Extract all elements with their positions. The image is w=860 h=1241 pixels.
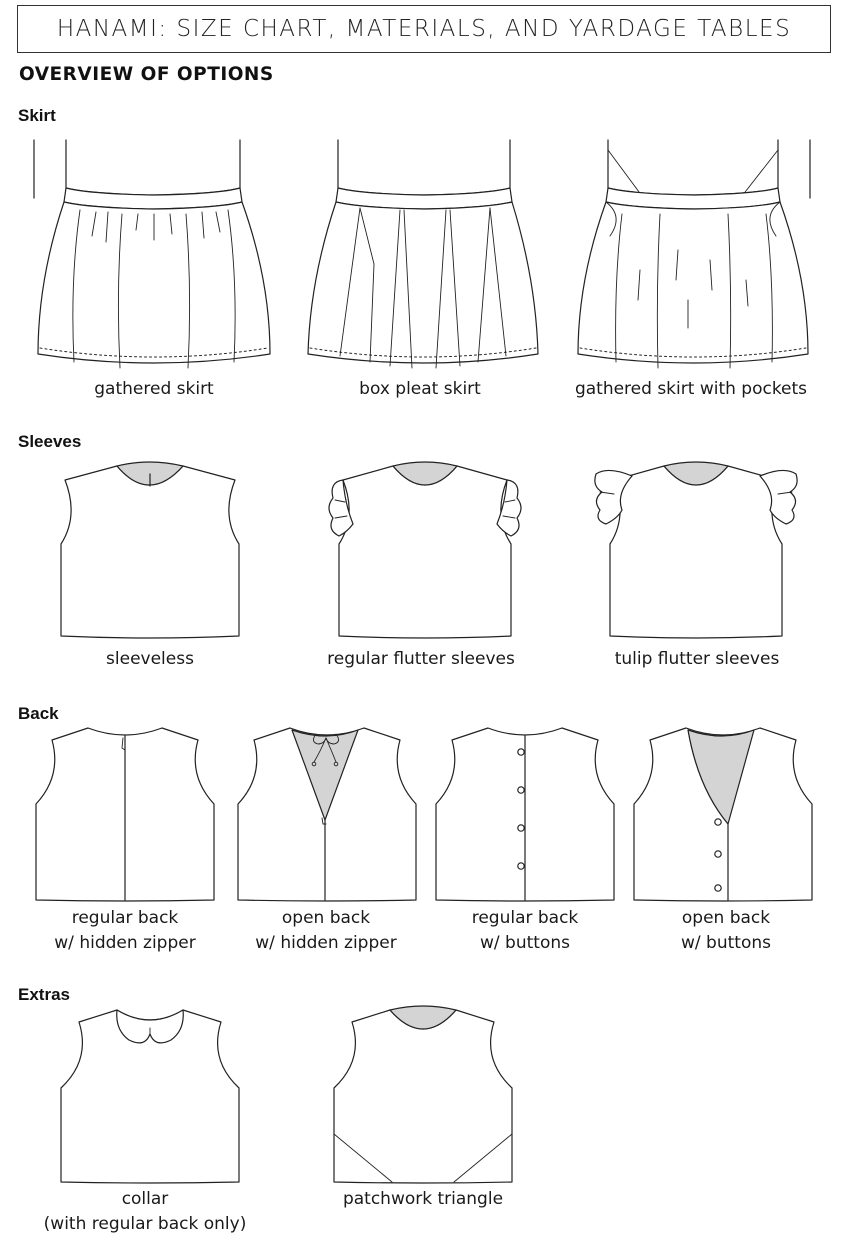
section-heading-skirt: Skirt [18,106,56,125]
caption-open-back-buttons [626,906,826,956]
page-title: HANAMI: SIZE CHART, MATERIALS, AND YARDAGE TABLES [56,16,792,42]
caption-line-1: regular back [471,908,579,928]
regular-flutter-sleeves-illustration [325,460,525,640]
caption-open-back-hidden-zipper [226,906,426,956]
caption-line-2: w/ hidden zipper [54,933,196,953]
open-back-buttons-illustration [628,728,818,902]
overview-heading: OVERVIEW OF OPTIONS [19,64,274,85]
section-heading-back: Back [18,704,59,723]
open-back-hidden-zipper-illustration [232,728,422,902]
section-heading-extras: Extras [18,985,70,1004]
caption-regular-back-hidden-zipper [25,906,225,956]
section-heading-sleeves: Sleeves [18,432,82,451]
caption-collar [30,1187,260,1237]
caption-line-1: open back [281,908,371,928]
regular-back-hidden-zipper-illustration [30,728,220,902]
caption-tulip-flutter-sleeves: tulip flutter sleeves [614,649,780,669]
caption-line-2: w/ buttons [480,933,570,953]
sleeveless-bodice-illustration [55,460,245,640]
caption-line-1: patchwork triangle [342,1189,504,1209]
patchwork-triangle-illustration [328,1008,518,1184]
caption-box-pleat-skirt: box pleat skirt [359,379,481,399]
box-pleat-skirt-illustration [300,140,550,372]
caption-line-1: open back [681,908,771,928]
tulip-flutter-sleeves-illustration [592,460,802,640]
caption-gathered-skirt: gathered skirt [94,379,214,399]
caption-patchwork-triangle [313,1187,533,1212]
title-box [17,5,831,53]
caption-line-1: collar [121,1189,169,1209]
caption-regular-back-buttons [425,906,625,956]
caption-regular-flutter-sleeves: regular flutter sleeves [327,649,515,669]
gathered-skirt-illustration [30,140,280,372]
caption-gathered-skirt-with-pockets: gathered skirt with pockets [574,379,808,399]
caption-sleeveless: sleeveless [106,649,194,669]
caption-line-2: (with regular back only) [43,1214,247,1234]
regular-back-buttons-illustration [430,728,620,902]
caption-line-2: w/ hidden zipper [255,933,397,953]
collar-illustration [55,1008,245,1184]
gathered-skirt-with-pockets-illustration [570,140,820,372]
caption-line-2: w/ buttons [681,933,771,953]
caption-line-1: regular back [71,908,179,928]
